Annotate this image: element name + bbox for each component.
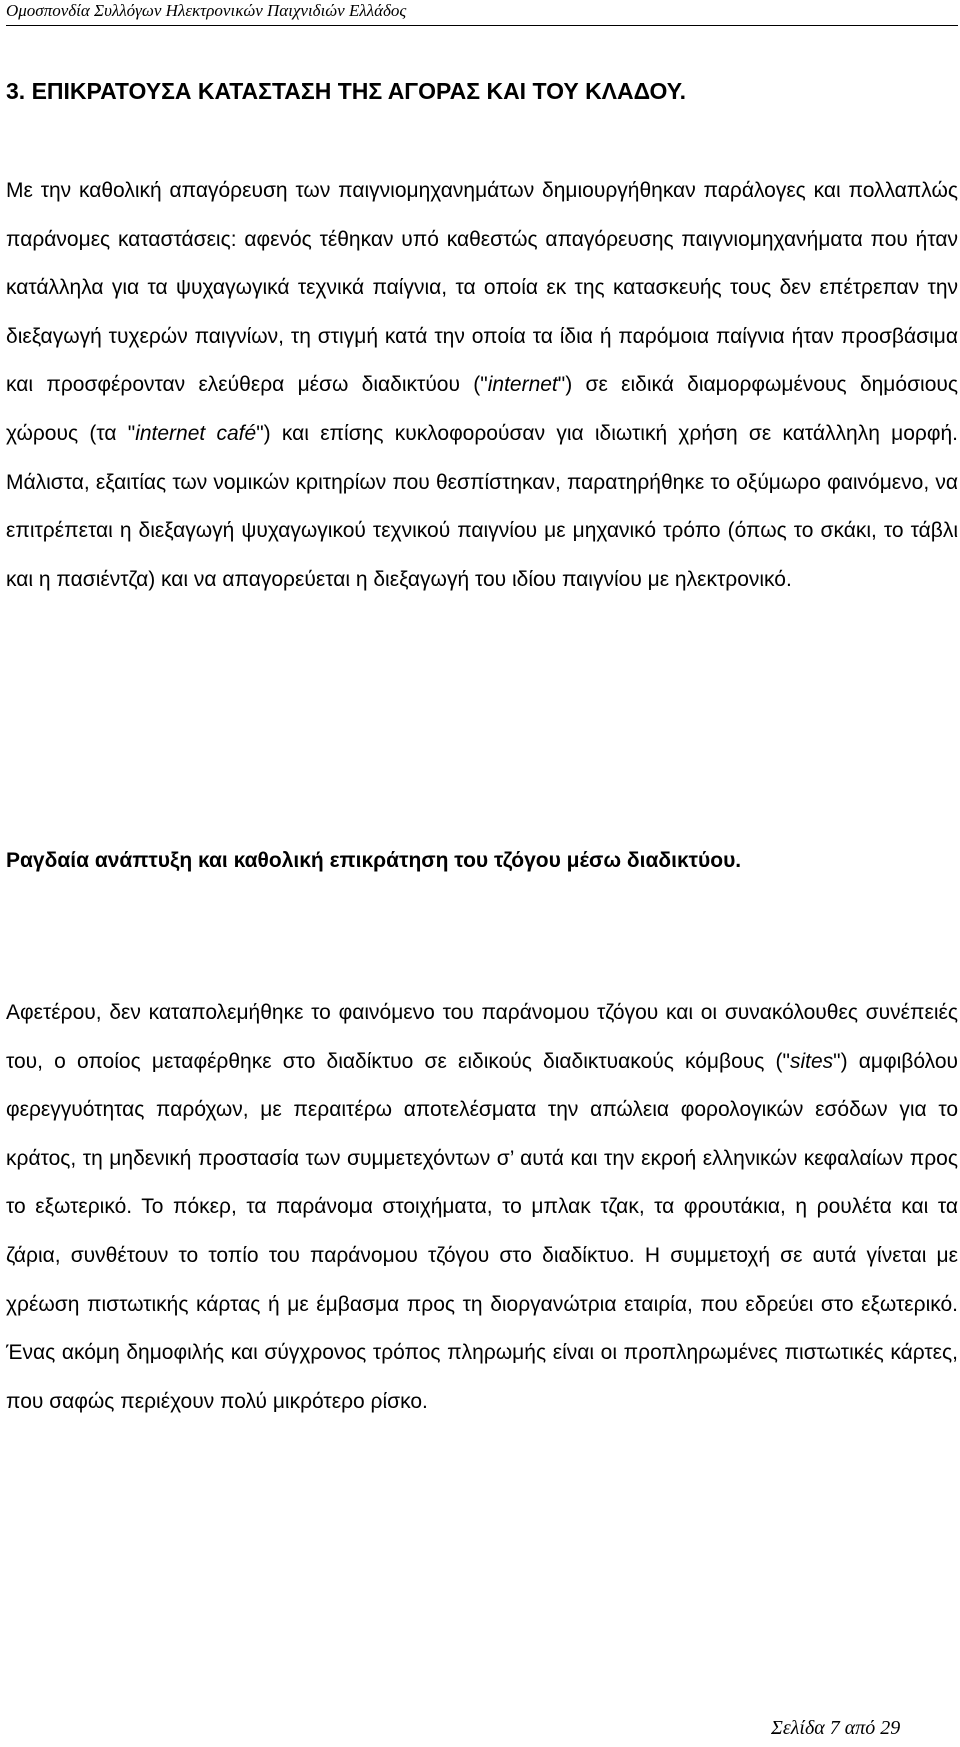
paragraph-2-text-b: ") αμφιβόλου φερεγγυότητας παρόχων, με περαιτέρω αποτελέσματα την απώλεια φορολογικών εσόδων για το κράτος, τη μηδενική προστασία των συμμετεχόντων σ’ αυτά και την εκροή ελληνικών κεφαλαίων προς το εξωτερικό. Το πόκερ, τα παράνομα στοιχήματα, το μπλακ τζακ, τα φρουτάκια, η ρουλέτα και τα ζάρια, συνθέτουν το τοπίο του παράνομου τζόγου στο διαδίκτυο. Η συμμετοχή σε αυτά γίνεται με χρέωση πιστωτικής κάρτας ή με έμβασμα προς τη διοργανώτρια εταιρία, που εδρεύει στο εξωτερικό. Ένας ακόμη δημοφιλής και σύγχρονος τρόπος πληρωμής είναι οι προπληρωμένες πιστωτικές κάρτες, που σαφώς περιέχουν πολύ μικρότερο ρίσκο. xyxy=(6,1049,958,1413)
paragraph-1-text-b: ") σε ειδικά διαμορφωμένους δημόσιους χώρους (τα " xyxy=(6,373,958,445)
page-number: Σελίδα 7 από 29 xyxy=(771,1717,901,1739)
running-header: Ομοσπονδία Συλλόγων Ηλεκτρονικών Παιχνιδιών Ελλάδος xyxy=(6,1,407,20)
term-internet-cafe: internet café xyxy=(135,421,257,445)
section-heading: 3. ΕΠΙΚΡΑΤΟΥΣΑ ΚΑΤΑΣΤΑΣΗ ΤΗΣ ΑΓΟΡΑΣ ΚΑΙ ΤΟΥ ΚΛΑΔΟΥ. xyxy=(6,78,687,104)
subsection-heading: Ραγδαία ανάπτυξη και καθολική επικράτηση του τζόγου μέσω διαδικτύου. xyxy=(6,849,742,872)
header-rule xyxy=(6,25,958,26)
paragraph-1-text-a: Με την καθολική απαγόρευση των παιγνιομηχανημάτων δημιουργήθηκαν παράλογες και πολλαπλώς παράνομες καταστάσεις: αφενός τέθηκαν υπό καθεστώς απαγόρευσης παιγνιομηχανήματα που ήταν κατάλληλα για τα ψυχαγωγικά τεχνικά παίγνια, τα οποία εκ της κατασκευής τους δεν επέτρεπαν την διεξαγωγή τυχερών παιγνίων, τη στιγμή κατά την οποία τα ίδια ή παρόμοια παίγνια ήταν προσβάσιμα και προσφέρονταν ελεύθερα μέσω διαδικτύου (" xyxy=(6,179,958,397)
term-internet: internet xyxy=(487,373,558,397)
paragraph-1-text-c: ") και επίσης κυκλοφορούσαν για ιδιωτική χρήση σε κατάλληλη μορφή. Μάλιστα, εξαιτίας των νομικών κριτηρίων που θεσπίστηκαν, παρατηρήθηκε το οξύμωρο φαινόμενο, να επιτρέπεται η διεξαγωγή ψυχαγωγικού τεχνικού παιγνίου με μηχανικό τρόπο (όπως το σκάκι, το τάβλι και η πασιέντζα) και να απαγορεύεται η διεξαγωγή του ιδίου παιγνίου με ηλεκτρονικό. xyxy=(6,421,958,591)
term-sites: sites xyxy=(789,1049,834,1073)
paragraph-1 xyxy=(6,167,958,604)
paragraph-2 xyxy=(6,989,958,1426)
paragraph-2-text-a: Αφετέρου, δεν καταπολεμήθηκε το φαινόμενο του παράνομου τζόγου και οι συνακόλουθες συνέπειές του, ο οποίος μεταφέρθηκε στο διαδίκτυο σε ειδικούς διαδικτυακούς κόμβους (" xyxy=(6,1001,958,1073)
